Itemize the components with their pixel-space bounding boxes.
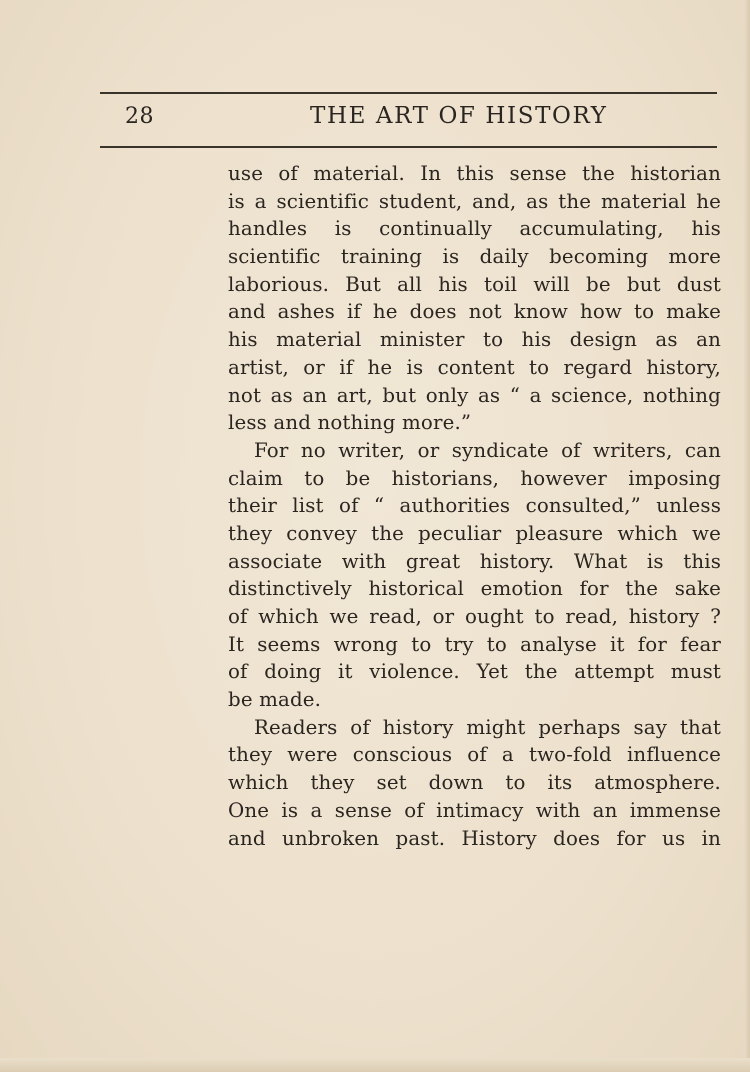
text-line: scientific training is daily becoming more bbox=[228, 245, 721, 269]
page-edge-bottom bbox=[0, 1058, 750, 1072]
text-line: One is a sense of intimacy with an immense bbox=[228, 798, 721, 822]
text-line: of doing it violence. Yet the attempt must bbox=[228, 660, 721, 684]
paragraph-end-line: less and nothing more.” bbox=[228, 411, 472, 435]
paragraph-end-line: be made. bbox=[228, 688, 322, 712]
text-line: which they set down to its atmosphere. bbox=[228, 771, 721, 795]
text-line: they convey the peculiar pleasure which we bbox=[228, 521, 721, 545]
running-header bbox=[100, 100, 717, 140]
paragraph-start-line: For no writer, or syndicate of writers, can bbox=[254, 438, 721, 462]
text-line: they were conscious of a two-fold influence bbox=[228, 743, 721, 767]
text-line: claim to be historians, however imposing bbox=[228, 466, 721, 490]
text-line: their list of “ authorities consulted,” unless bbox=[228, 494, 721, 518]
text-line: and ashes if he does not know how to make bbox=[228, 300, 721, 324]
header-rule-top bbox=[100, 92, 717, 94]
text-line: and unbroken past. History does for us in bbox=[228, 826, 721, 850]
text-line: handles is continually accumulating, his bbox=[228, 217, 721, 241]
text-line: use of material. In this sense the historian bbox=[228, 162, 721, 185]
page-number: 28 bbox=[125, 104, 154, 129]
page-edge-right bbox=[744, 0, 750, 1072]
text-line: is a scientific student, and, as the material he bbox=[228, 189, 721, 213]
body-text bbox=[228, 160, 721, 852]
paragraph-start-line: Readers of history might perhaps say that bbox=[254, 715, 721, 739]
text-line: associate with great history. What is this bbox=[228, 549, 721, 573]
text-line: It seems wrong to try to analyse it for fear bbox=[228, 632, 721, 656]
text-line: his material minister to his design as an bbox=[228, 328, 721, 352]
text-line: not as an art, but only as “ a science, nothing bbox=[228, 383, 721, 407]
text-line: laborious. But all his toil will be but dust bbox=[228, 272, 721, 296]
text-line: artist, or if he is content to regard history, bbox=[228, 355, 721, 379]
header-rule-bottom bbox=[100, 146, 717, 148]
running-head-title: THE ART OF HISTORY bbox=[310, 103, 608, 129]
text-line: distinctively historical emotion for the sake bbox=[228, 577, 721, 601]
text-line: of which we read, or ought to read, history ? bbox=[228, 605, 721, 628]
